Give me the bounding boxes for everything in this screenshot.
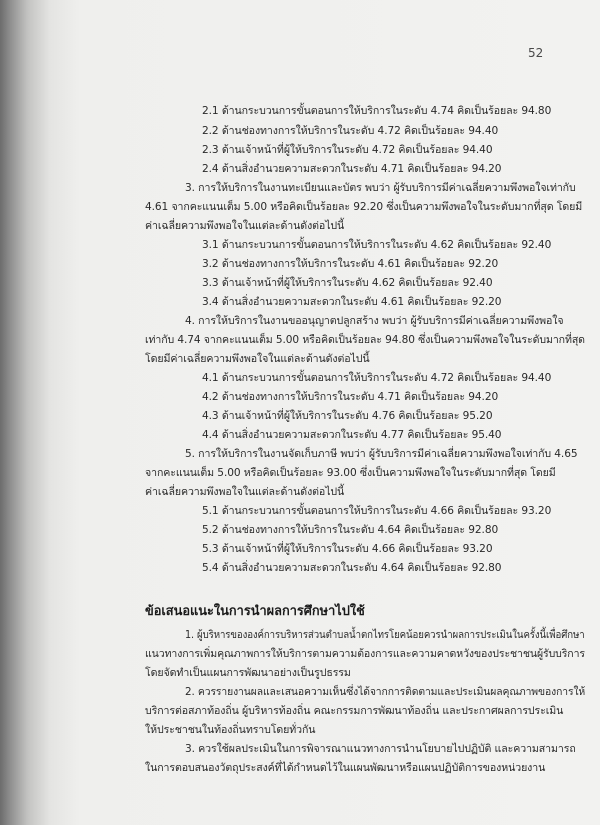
- body-line: 5.2 ด้านช่องทางการให้บริการในระดับ 4.64 คิดเป็นร้อยละ 92.80: [202, 524, 499, 536]
- body-line: 3.2 ด้านช่องทางการให้บริการในระดับ 4.61 คิดเป็นร้อยละ 92.20: [202, 258, 499, 270]
- recommendation-line: ให้ประชาชนในท้องถิ่นทราบโดยทั่วกัน: [145, 724, 316, 736]
- body-line: เท่ากับ 4.74 จากคะแนนเต็ม 5.00 หรือคิดเป็นร้อยละ 94.80 ซึ่งเป็นความพึงพอใจในระดับมากที่สุด: [145, 334, 585, 346]
- body-line: 3.3 ด้านเจ้าหน้าที่ผู้ให้บริการในระดับ 4.62 คิดเป็นร้อยละ 92.40: [202, 277, 493, 289]
- recommendation-line: 3. ควรใช้ผลประเมินในการพิจารณาแนวทางการนำนโยบายไปปฏิบัติ และความสามารถ: [185, 743, 576, 755]
- body-line: 5.4 ด้านสิ่งอำนวยความสะดวกในระดับ 4.64 คิดเป็นร้อยละ 92.80: [202, 562, 502, 574]
- body-line: 5. การให้บริการในงานจัดเก็บภาษี พบว่า ผู้รับบริการมีค่าเฉลี่ยความพึงพอใจเท่ากับ 4.65: [185, 448, 578, 460]
- section-heading: ข้อเสนอแนะในการนำผลการศึกษาไปใช้: [145, 604, 365, 619]
- recommendation-line: 1. ผู้บริหารขององค์การบริหารส่วนตำบลน้ำตกไทรโยคน้อยควรนำผลการประเมินในครั้งนี้เพื่อศึกษา: [185, 629, 585, 641]
- page-number: 52: [528, 46, 544, 60]
- body-line: 4.4 ด้านสิ่งอำนวยความสะดวกในระดับ 4.77 คิดเป็นร้อยละ 95.40: [202, 429, 502, 441]
- body-line: 5.1 ด้านกระบวนการขั้นตอนการให้บริการในระดับ 4.66 คิดเป็นร้อยละ 93.20: [202, 505, 552, 517]
- body-line: ค่าเฉลี่ยความพึงพอใจในแต่ละด้านดังต่อไปนี้: [145, 486, 345, 498]
- recommendation-line: บริการต่อสภาท้องถิ่น ผู้บริหารท้องถิ่น คณะกรรมการพัฒนาท้องถิ่น และประกาศผลการประเมิน: [145, 705, 564, 717]
- recommendation-line: 2. ควรรายงานผลและเสนอความเห็นซึ่งได้จากการติดตามและประเมินผลคุณภาพของการให้: [185, 686, 586, 698]
- body-line: 2.3 ด้านเจ้าหน้าที่ผู้ให้บริการในระดับ 4.72 คิดเป็นร้อยละ 94.40: [202, 144, 493, 156]
- body-line: 5.3 ด้านเจ้าหน้าที่ผู้ให้บริการในระดับ 4.66 คิดเป็นร้อยละ 93.20: [202, 543, 493, 555]
- recommendation-line: โดยจัดทำเป็นแผนการพัฒนาอย่างเป็นรูปธรรม: [145, 667, 351, 679]
- body-line: จากคะแนนเต็ม 5.00 หรือคิดเป็นร้อยละ 93.00 ซึ่งเป็นความพึงพอใจในระดับมากที่สุด โดยมี: [145, 467, 556, 479]
- body-line: 3.4 ด้านสิ่งอำนวยความสะดวกในระดับ 4.61 คิดเป็นร้อยละ 92.20: [202, 296, 502, 308]
- body-line: 4.3 ด้านเจ้าหน้าที่ผู้ให้บริการในระดับ 4.76 คิดเป็นร้อยละ 95.20: [202, 410, 493, 422]
- recommendation-line: ในการตอบสนองวัตถุประสงค์ที่ได้กำหนดไว้ในแผนพัฒนาหรือแผนปฏิบัติการของหน่วยงาน: [145, 762, 546, 774]
- body-line: 4.2 ด้านช่องทางการให้บริการในระดับ 4.71 คิดเป็นร้อยละ 94.20: [202, 391, 499, 403]
- body-line: ค่าเฉลี่ยความพึงพอใจในแต่ละด้านดังต่อไปนี้: [145, 220, 345, 232]
- body-line: 4. การให้บริการในงานขออนุญาตปลูกสร้าง พบว่า ผู้รับบริการมีค่าเฉลี่ยความพึงพอใจ: [185, 315, 564, 327]
- recommendation-line: แนวทางการเพิ่มคุณภาพการให้บริการตามความต้องการและความคาดหวังของประชาชนผู้รับบริการ: [145, 648, 585, 660]
- body-line: 4.1 ด้านกระบวนการขั้นตอนการให้บริการในระดับ 4.72 คิดเป็นร้อยละ 94.40: [202, 372, 552, 384]
- body-line: 3. การให้บริการในงานทะเบียนและบัตร พบว่า ผู้รับบริการมีค่าเฉลี่ยความพึงพอใจเท่ากับ: [185, 182, 576, 194]
- body-line: โดยมีค่าเฉลี่ยความพึงพอใจในแต่ละด้านดังต่อไปนี้: [145, 353, 370, 365]
- body-line: 3.1 ด้านกระบวนการขั้นตอนการให้บริการในระดับ 4.62 คิดเป็นร้อยละ 92.40: [202, 239, 552, 251]
- body-line: 2.4 ด้านสิ่งอำนวยความสะดวกในระดับ 4.71 คิดเป็นร้อยละ 94.20: [202, 163, 502, 175]
- body-line: 4.61 จากคะแนนเต็ม 5.00 หรือคิดเป็นร้อยละ 92.20 ซึ่งเป็นความพึงพอใจในระดับมากที่สุด โดยมี: [145, 201, 583, 213]
- body-line: 2.1 ด้านกระบวนการขั้นตอนการให้บริการในระดับ 4.74 คิดเป็นร้อยละ 94.80: [202, 105, 552, 117]
- body-line: 2.2 ด้านช่องทางการให้บริการในระดับ 4.72 คิดเป็นร้อยละ 94.40: [202, 125, 499, 137]
